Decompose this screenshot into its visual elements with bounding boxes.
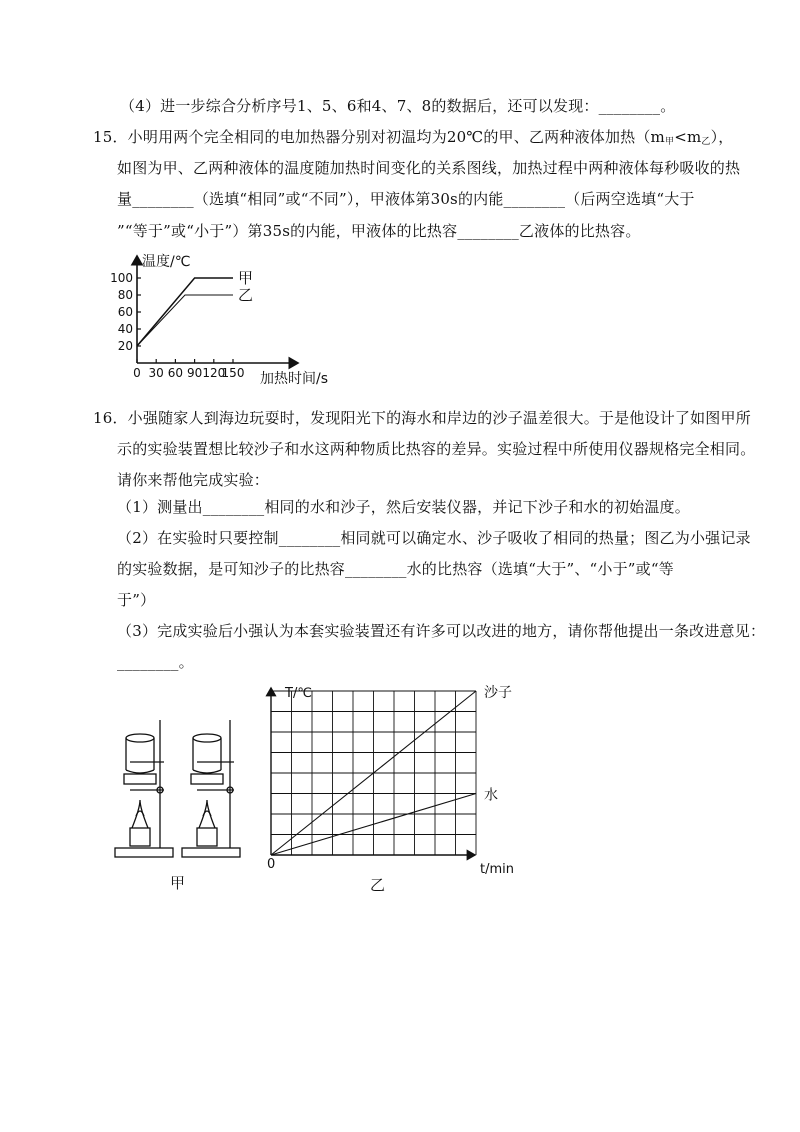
temperature-time-chart xyxy=(110,248,380,388)
subscript-yi: 乙 xyxy=(701,137,711,147)
q16-line6: 的实验数据，是可知沙子的比热容________水的比热容（选填“大于”、“小于”或“等 xyxy=(117,560,674,578)
less-than-m: <m xyxy=(674,128,702,146)
series-label: 水 xyxy=(484,787,498,804)
series-line-jia xyxy=(137,278,233,346)
x-tick-label: 0 xyxy=(133,366,141,380)
y-tick-label: 20 xyxy=(117,339,133,353)
q15-line3: 量________（选填“相同”或“不同”），甲液体第30s的内能________（后两空选填“大于 xyxy=(117,190,695,208)
q16-line1: 16．小强随家人到海边玩耍时，发现阳光下的海水和岸边的沙子温差很大。于是他设计了如图甲所 xyxy=(93,409,751,427)
temperature-time-grid-chart xyxy=(255,680,530,885)
apparatus-left xyxy=(115,720,173,857)
x-tick-label: 30 xyxy=(148,366,164,380)
y-tick-label: 40 xyxy=(117,322,133,336)
x-tick-label: 90 xyxy=(186,366,203,380)
x-axis-label: 加热时间/s xyxy=(260,371,329,387)
q16-part1: （1）测量出________相同的水和沙子，然后安装仪器，并记下沙子和水的初始温度。 xyxy=(117,498,690,516)
q14-part4: （4）进一步综合分析序号1、5、6和4、7、8的数据后，还可以发现：________。 xyxy=(120,97,676,115)
q16-part2: （2）在实验时只要控制________相同就可以确定水、沙子吸收了相同的热量；图乙为小强记录 xyxy=(117,529,751,547)
series-label: 乙 xyxy=(238,286,254,304)
series-label: 甲 xyxy=(238,269,254,287)
y-axis-label: T/℃ xyxy=(285,686,312,701)
q15-line1-end: ）， xyxy=(710,128,734,146)
q16-line3: 请你来帮他完成实验： xyxy=(117,471,270,489)
y-tick-label: 100 xyxy=(110,271,133,285)
x-axis-label: t/min xyxy=(480,862,514,877)
series-line-yi xyxy=(137,295,233,346)
series-label: 沙子 xyxy=(484,685,512,701)
figure-yi-caption: 乙 xyxy=(370,876,386,894)
q15-line1-text: 15．小明用两个完全相同的电加热器分别对初温均为20℃的甲、乙两种液体加热（m xyxy=(93,128,665,146)
apparatus-figure-jia xyxy=(110,710,250,865)
y-axis-label: 温度/℃ xyxy=(142,254,191,270)
q16-line2: 示的实验装置想比较沙子和水这两种物质比热容的差异。实验过程中所使用仪器规格完全相同。 xyxy=(117,440,756,458)
x-tick-label: 150 xyxy=(221,366,245,380)
q16-part3: （3）完成实验后小强认为本套实验装置还有许多可以改进的地方，请你帮他提出一条改进意见： xyxy=(117,622,766,640)
y-tick-label: 80 xyxy=(117,288,133,302)
subscript-jia: 甲 xyxy=(664,137,675,147)
q15-line4: ”“等于”或“小于”）第35s的内能，甲液体的比热容________乙液体的比热容。 xyxy=(117,222,641,240)
q16-line9: ________。 xyxy=(117,653,194,671)
origin-label: 0 xyxy=(267,857,276,872)
apparatus-right xyxy=(182,720,240,857)
y-tick-label: 60 xyxy=(117,305,133,319)
x-tick-label: 120 xyxy=(202,366,226,380)
q15-line2: 如图为甲、乙两种液体的温度随加热时间变化的关系图线，加热过程中两种液体每秒吸收的热 xyxy=(117,159,741,177)
q15-line1 xyxy=(93,127,734,152)
x-tick-label: 60 xyxy=(167,366,184,380)
figure-jia-caption: 甲 xyxy=(170,874,186,892)
q16-line7: 于”） xyxy=(117,591,156,609)
